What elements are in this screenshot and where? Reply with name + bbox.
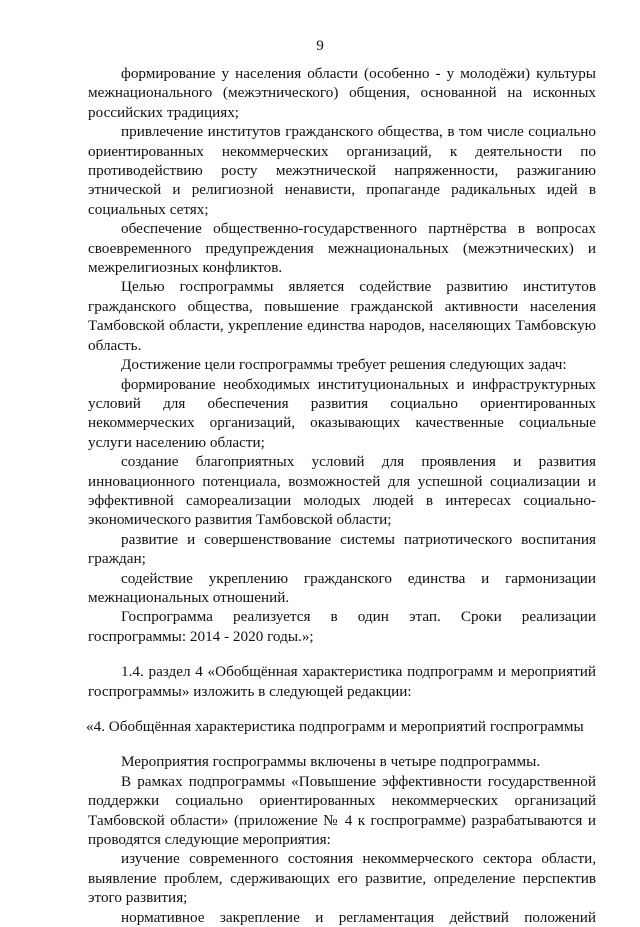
paragraph: Целью госпрограммы является содействие развитию институтов гражданского общества, повышение гражданской активности населения Тамбовской области, укрепление единства народов, населяющих Тамбовскую область.: [88, 278, 596, 354]
paragraph: изучение современного состояния некоммерческого сектора области, выявление проблем, сдерживающих его развитие, определение перспектив этого развития;: [88, 850, 596, 907]
paragraph: создание благоприятных условий для проявления и развития инновационного потенциала, возможностей для успешной социализации и эффективной самореализации молодых людей в интересах социально-экономического развития Тамбовской области;: [88, 453, 596, 529]
section-heading: «4. Обобщённая характеристика подпрограмм и мероприятий госпрограммы: [86, 718, 584, 735]
paragraph: развитие и совершенствование системы патриотического воспитания граждан;: [88, 530, 596, 568]
paragraph: В рамках подпрограммы «Повышение эффективности государственной поддержки социально ориентированных некоммерческих организаций Тамбовской области» (приложение № 4 к госпрограмме) разрабатываются и проводятся следующие мероприятия:: [88, 772, 596, 849]
document-body: [88, 64, 596, 927]
paragraph: Мероприятия госпрограммы включены в четыре подпрограммы.: [121, 753, 541, 771]
paragraph: формирование необходимых институциональных и инфраструктурных условий для обеспечения развития социально ориентированных некоммерческих организаций, оказывающих качественные социальные услуги населению области;: [88, 375, 596, 451]
paragraph: Госпрограмма реализуется в один этап. Сроки реализации госпрограммы: 2014 - 2020 годы.»;: [88, 608, 596, 645]
paragraph: обеспечение общественно-государственного партнёрства в вопросах своевременного предупреждения межнациональных (межэтнических) и межрелигиозных конфликтов.: [88, 220, 596, 277]
paragraph: формирование у населения области (особенно - у молодёжи) культуры межнационального (межэтнического) общения, основанной на исконных российских традициях;: [88, 65, 596, 121]
amendment-paragraph: 1.4. раздел 4 «Обобщённая характеристика подпрограмм и мероприятий госпрограммы» изложить в следующей редакции:: [88, 663, 596, 700]
page-number: 9: [316, 37, 324, 54]
paragraph: привлечение институтов гражданского общества, в том числе социально ориентированных некоммерческих организаций, к деятельности по противодействию росту межэтнической напряженности, разжиганию этнической и религиозной ненависти, пропаганде радикальных идей в социальных сетях;: [88, 123, 596, 218]
paragraph: содействие укреплению гражданского единства и гармонизации межнациональных отношений.: [88, 569, 596, 606]
paragraph: нормативное закрепление и регламентация действий положений: [121, 908, 596, 926]
paragraph: Достижение цели госпрограммы требует решения следующих задач:: [121, 356, 567, 374]
